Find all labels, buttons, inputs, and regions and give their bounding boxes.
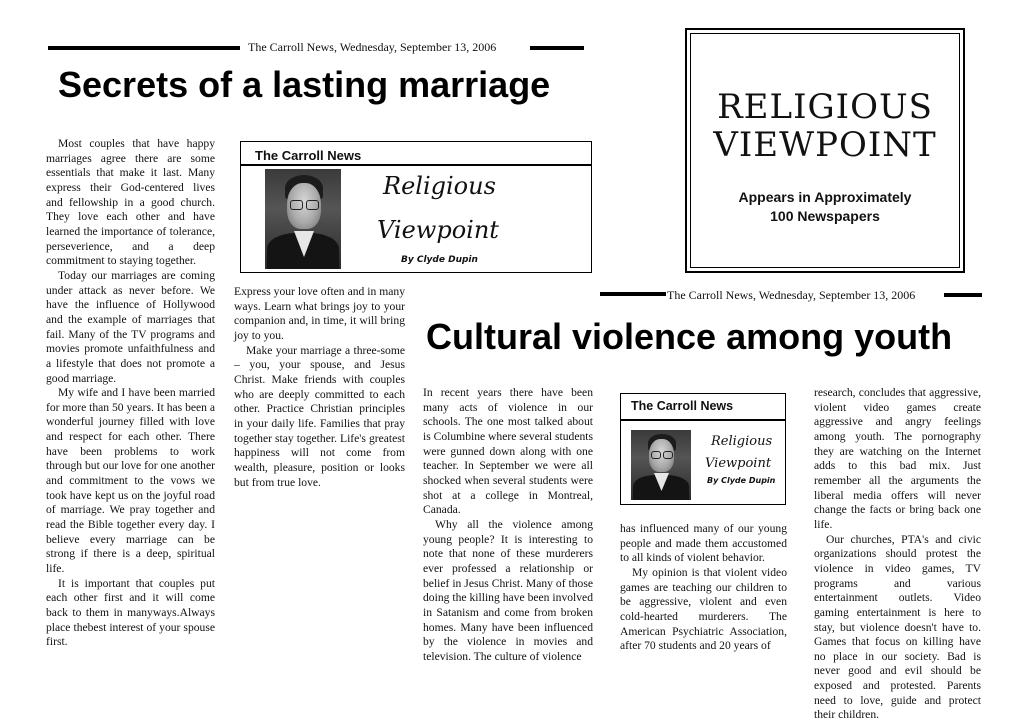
paragraph: In recent years there have been many acts of violence in our schools. The one most talked about is Columbine where several students were gunned down along with one teacher. In September we were all shocked when several students were shot at a college in Montreal, Canada. [423,386,594,517]
dateline-rule-right [530,46,584,50]
article1-column-2 [234,285,405,490]
column-box-title-line1: Religious [711,434,773,449]
article2-column-3 [814,386,981,723]
column-box-divider [621,419,785,421]
paragraph: My wife and I have been married for more than 50 years. It has been a wonderful journey filled with love and respect for each other. There have been problems to work through but our love for one another and commitment to the vows we took have kept us on the joyful road of marriage. We pray together and read the Bible together every day. I believe every marriage can be strong if there is a deep, spiritual life. [46,386,216,576]
column-box-paper-name: The Carroll News [631,399,734,413]
article2-column-1 [423,386,593,664]
photo-glasses-right [306,200,319,210]
dateline-rule-right [944,293,982,297]
column-box-divider [241,164,591,166]
paragraph: My opinion is that violent video games are teaching our children to be aggressive, violent and even cold-hearted murderers. The American Psychiatric Association, after 70 students and 20 years of [620,565,787,653]
photo-glasses-left [290,200,303,210]
paragraph: Our churches, PTA's and civic organizations should protest the violence in video games, TV programs and various entertainment outlets. Video gaming entertainment is here to stay, but violence doesn't have to. Games that focus on killing have no place in our society. Bad is never good and evil should be exposed and protested. Parents need to love, guide and protect their children. [814,532,981,722]
paragraph: research, concludes that aggressive, violent video games create aggressive and angry feelings among youth. The pornography they are watching on the Internet adds to this bad mix. Just remember all the arguments the liberal media offers will never change the facts or bring back one life. [814,386,981,531]
promo-subtitle-line2: 100 Newspapers [770,208,880,224]
paragraph: Why all the violence among young people? It is interesting to note that none of these murderers ever professed a relationship or belief in Jesus Christ. Many of those doing the killing have been involved in Satanism and come from broken homes. Many have been influenced by the violence in movies and television. The culture of violence [423,517,593,663]
paragraph: Today our marriages are coming under attack as never before. We have the influence of Hollywood and the example of marriages that fail. Many of the TV programs and movies promote unfaithfulness and a lifestyle that does not promote a good marriage. [46,268,215,385]
author-photo [631,430,691,500]
article2-headline: Cultural violence among youth [426,316,953,357]
promo-subtitle-line1: Appears in Approximately [738,189,912,205]
article2-column-2 [620,522,787,654]
paragraph: Express your love often and in many ways. Learn what brings joy to your companion and, in time, it will bring joy to you. [234,285,405,342]
article1-headline: Secrets of a lasting marriage [58,64,551,105]
column-box-byline: By Clyde Dupin [707,476,776,485]
photo-glasses-left [651,451,661,459]
promo-title-line1: RELIGIOUS [717,87,933,127]
paragraph: Most couples that have happy marriages agree there are some essentials that make it last. Many express their God-centered lives and fellowship in a good church. They love each other and have learned the importance of tolerance, perseverience, and a deep commitment to staying together. [46,137,215,268]
column-box-title-line1: Religious [383,172,496,200]
promo-title-line2: VIEWPOINT [713,125,937,165]
photo-glasses-right [663,451,673,459]
paragraph: has influenced many of our young people and made them accustomed to all kinds of violent behavior. [620,522,787,565]
column-header-box [620,393,786,505]
article1-dateline: The Carroll News, Wednesday, September 13, 2006 [248,40,497,54]
column-box-paper-name: The Carroll News [255,148,362,163]
dateline-rule-left [48,46,240,50]
promo-box [685,28,965,273]
article2-dateline: The Carroll News, Wednesday, September 13, 2006 [667,288,916,302]
column-header-box [240,141,592,273]
dateline-rule-left [600,292,666,296]
paragraph: It is important that couples put each other first and it will come back to them in manyways.Always place thebest interest of your spouse first. [46,576,215,649]
column-box-title-line2: Viewpoint [377,216,499,244]
article1-column-1 [46,137,215,650]
paragraph: Make your marriage a three-some – you, your spouse, and Jesus Christ. Make friends with couples who are deeply committed to each other. Practice Christian principles in your daily life. Families that pray together stay together. Life's greatest happiness will not come from wealth, pleasure, position or looks but from true love. [234,343,405,489]
column-box-title-line2: Viewpoint [705,456,772,471]
column-box-byline: By Clyde Dupin [401,255,478,265]
author-photo [265,169,341,269]
